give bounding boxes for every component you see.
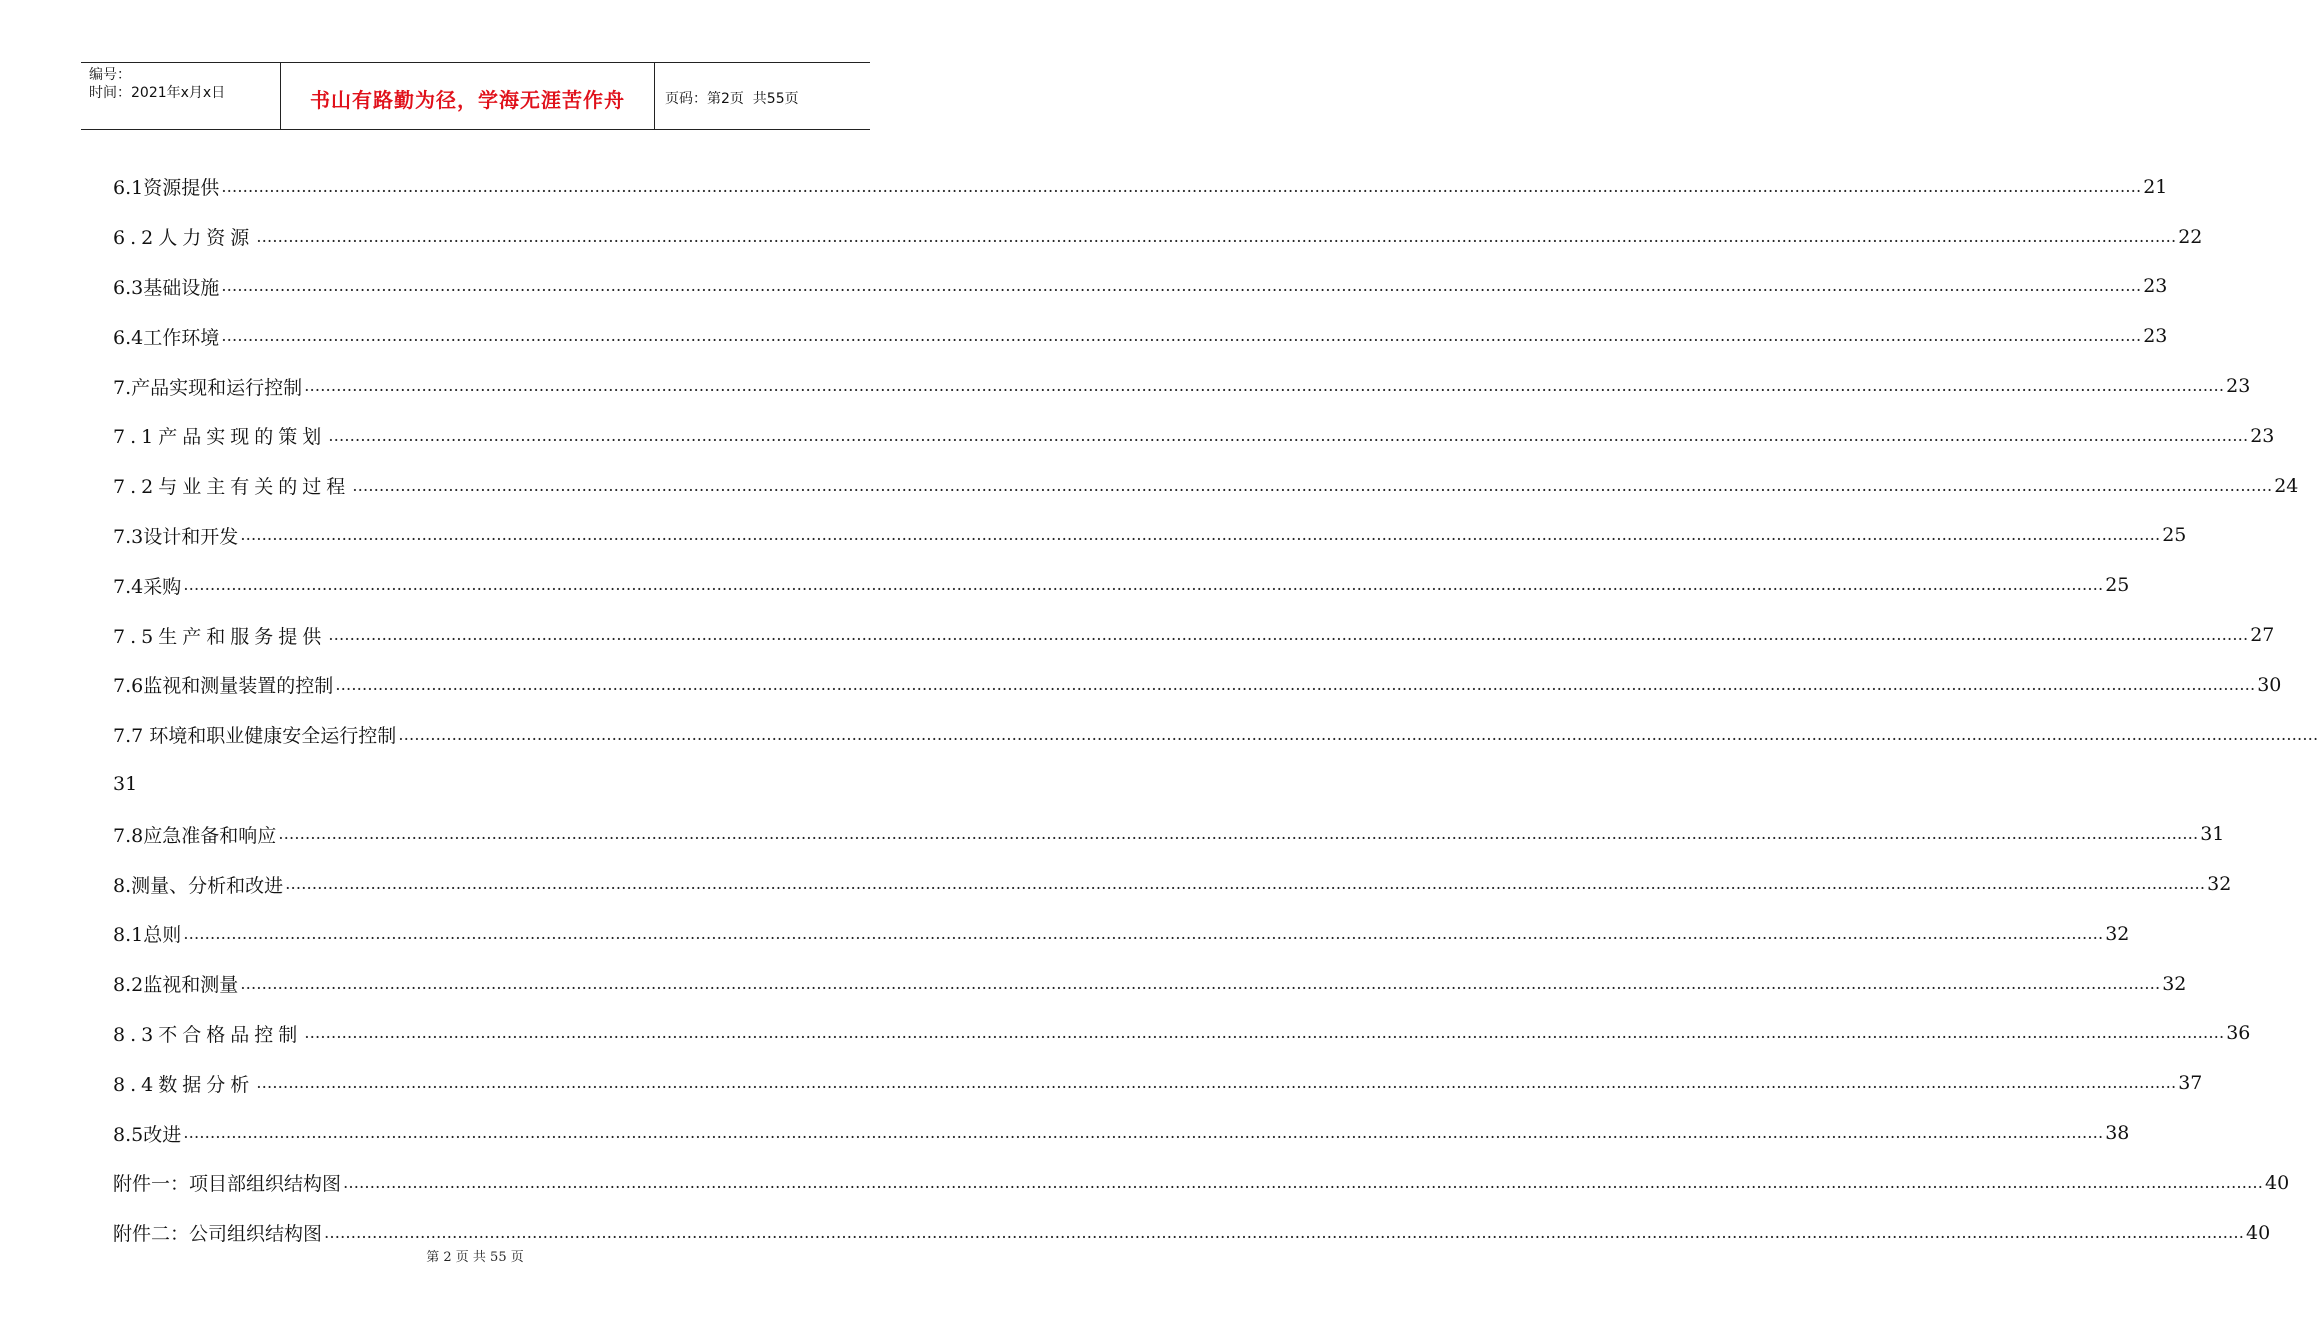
table-of-contents	[113, 162, 2318, 1258]
toc-entry-title: 6.4工作环境	[113, 326, 220, 349]
toc-leader-dots: ………………………………………………………………………………………………………………………………………………………………………………………………………………………………………………………………………………………………………………………………	[240, 973, 2161, 993]
toc-entry-page: 37	[2178, 1072, 2203, 1095]
toc-leader-dots: ………………………………………………………………………………………………………………………………………………………………………………………………………………………………………………………………………………………………………………………………	[343, 1172, 2264, 1192]
toc-leader-dots: ………………………………………………………………………………………………………………………………………………………………………………………………………………………………………………………………………………………………………………………………	[398, 724, 2318, 744]
toc-entry-title: 7.3设计和开发	[113, 525, 239, 548]
page-header	[81, 62, 870, 130]
toc-entry[interactable]	[113, 1009, 2251, 1059]
page-footer	[0, 1246, 950, 1265]
toc-entry-title: 8.4数据分析	[113, 1073, 255, 1096]
toc-entry-page: 31	[2200, 823, 2225, 846]
toc-entry-title: 附件二：公司组织结构图	[113, 1223, 323, 1246]
toc-entry[interactable]	[113, 212, 2203, 262]
toc-leader-dots: ………………………………………………………………………………………………………………………………………………………………………………………………………………………………………………………………………………………………………………………………	[335, 674, 2256, 694]
toc-entry-page: 25	[2105, 574, 2130, 597]
toc-leader-dots: ………………………………………………………………………………………………………………………………………………………………………………………………………………………………………………………………………………………………………………………………	[221, 326, 2142, 346]
toc-entry-page: 32	[2105, 922, 2130, 945]
toc-leader-dots: ………………………………………………………………………………………………………………………………………………………………………………………………………………………………………………………………………………………………………………………………	[352, 475, 2273, 495]
document-number-label: 编号：	[89, 67, 131, 83]
header-page-label: 页码：第2页 共55页	[665, 91, 799, 107]
toc-entry-title: 7.1产品实现的策划	[113, 426, 327, 449]
toc-entry-title: 6.1资源提供	[113, 177, 220, 200]
toc-entry[interactable]	[113, 411, 2275, 461]
toc-entry[interactable]	[113, 361, 2251, 411]
header-page-info	[655, 63, 870, 129]
toc-entry[interactable]	[113, 1058, 2203, 1108]
toc-entry-title: 6.3基础设施	[113, 276, 220, 299]
toc-entry-page: 23	[2143, 325, 2168, 348]
toc-entry[interactable]	[113, 760, 839, 810]
toc-entry-title: 7.产品实现和运行控制	[113, 376, 303, 399]
toc-entry-title: 附件一：项目部组织结构图	[113, 1173, 342, 1196]
toc-entry[interactable]	[113, 162, 2168, 212]
toc-entry-title: 6.2人力资源	[113, 227, 255, 250]
toc-entry-page: 40	[2265, 1171, 2290, 1194]
footer-page-number: 第 2 页 共 55 页	[426, 1250, 524, 1265]
toc-leader-dots: ………………………………………………………………………………………………………………………………………………………………………………………………………………………………………………………………………………………………………………………………	[324, 1222, 2245, 1242]
toc-entry[interactable]	[113, 1108, 2130, 1158]
header-meta	[81, 63, 281, 129]
toc-leader-dots: ………………………………………………………………………………………………………………………………………………………………………………………………………………………………………………………………………………………………………………………………	[183, 923, 2104, 943]
toc-entry-title: 7.6监视和测量装置的控制	[113, 675, 334, 698]
toc-leader-dots: ………………………………………………………………………………………………………………………………………………………………………………………………………………………………………………………………………………………………………………………………	[328, 425, 2249, 445]
toc-entry[interactable]	[113, 959, 2187, 1009]
toc-entry-page: 31	[113, 773, 138, 796]
toc-entry-page: 23	[2250, 424, 2275, 447]
toc-entry-title: 7.5生产和服务提供	[113, 625, 327, 648]
toc-entry-title: 8.3不合格品控制	[113, 1023, 303, 1046]
toc-leader-dots: ………………………………………………………………………………………………………………………………………………………………………………………………………………………………………………………………………………………………………………………………	[183, 575, 2104, 595]
toc-entry[interactable]	[113, 809, 2225, 859]
toc-entry[interactable]	[113, 610, 2275, 660]
toc-leader-dots: ………………………………………………………………………………………………………………………………………………………………………………………………………………………………………………………………………………………………………………………………	[240, 525, 2161, 545]
toc-entry-title: 7.2与业主有关的过程	[113, 476, 351, 499]
toc-entry-page: 32	[2162, 972, 2187, 995]
toc-leader-dots: ………………………………………………………………………………………………………………………………………………………………………………………………………………………………………………………………………………………………………………………………	[278, 824, 2199, 844]
toc-entry-page: 38	[2105, 1122, 2130, 1145]
toc-entry-page: 25	[2162, 524, 2187, 547]
toc-entry-page: 23	[2226, 375, 2251, 398]
toc-entry[interactable]	[113, 909, 2130, 959]
toc-entry[interactable]	[113, 710, 2318, 760]
toc-entry[interactable]	[113, 262, 2168, 312]
toc-entry-title: 8.5改进	[113, 1123, 182, 1146]
toc-leader-dots: ………………………………………………………………………………………………………………………………………………………………………………………………………………………………………………………………………………………………………………………………	[285, 874, 2206, 894]
toc-entry-title: 7.7 环境和职业健康安全运行控制	[113, 725, 397, 748]
toc-entry[interactable]	[113, 1158, 2290, 1208]
toc-entry-title: 7.8应急准备和响应	[113, 824, 277, 847]
toc-entry[interactable]	[113, 461, 2299, 511]
toc-entry-page: 36	[2226, 1022, 2251, 1045]
toc-entry-page: 27	[2250, 624, 2275, 647]
toc-entry-page: 40	[2246, 1221, 2271, 1244]
toc-entry[interactable]	[113, 660, 2282, 710]
toc-entry[interactable]	[113, 560, 2130, 610]
toc-entry-page: 32	[2207, 873, 2232, 896]
toc-entry-page: 21	[2143, 175, 2168, 198]
toc-entry[interactable]	[113, 511, 2187, 561]
toc-entry[interactable]	[113, 859, 2232, 909]
toc-entry-title: 8.2监视和测量	[113, 974, 239, 997]
toc-leader-dots: ………………………………………………………………………………………………………………………………………………………………………………………………………………………………………………………………………………………………………………………………	[256, 226, 2177, 246]
toc-leader-dots: ………………………………………………………………………………………………………………………………………………………………………………………………………………………………………………………………………………………………………………………………	[183, 1123, 2104, 1143]
toc-leader-dots: ………………………………………………………………………………………………………………………………………………………………………………………………………………………………………………………………………………………………………………………………	[221, 176, 2142, 196]
toc-entry-title: 8.1总则	[113, 924, 182, 947]
header-motto: 书山有路勤为径，学海无涯苦作舟	[281, 63, 655, 129]
toc-entry-page: 23	[2143, 275, 2168, 298]
toc-entry-page: 24	[2274, 474, 2299, 497]
toc-leader-dots: ………………………………………………………………………………………………………………………………………………………………………………………………………………………………………………………………………………………………………………………………	[304, 1023, 2225, 1043]
toc-entry-page: 30	[2257, 673, 2282, 696]
toc-leader-dots: ………………………………………………………………………………………………………………………………………………………………………………………………………………………………………………………………………………………………………………………………	[256, 1073, 2177, 1093]
toc-leader-dots: ………………………………………………………………………………………………………………………………………………………………………………………………………………………………………………………………………………………………………………………………	[221, 276, 2142, 296]
toc-entry-page: 22	[2178, 225, 2203, 248]
document-time-label: 时间：2021年x月x日	[89, 85, 226, 101]
toc-leader-dots: ………………………………………………………………………………………………………………………………………………………………………………………………………………………………………………………………………………………………………………………………	[328, 625, 2249, 645]
toc-entry-title: 7.4采购	[113, 575, 182, 598]
toc-leader-dots: ………………………………………………………………………………………………………………………………………………………………………………………………………………………………………………………………………………………………………………………………	[304, 376, 2225, 396]
toc-entry-title: 8.测量、分析和改进	[113, 874, 284, 897]
toc-entry[interactable]	[113, 311, 2168, 361]
